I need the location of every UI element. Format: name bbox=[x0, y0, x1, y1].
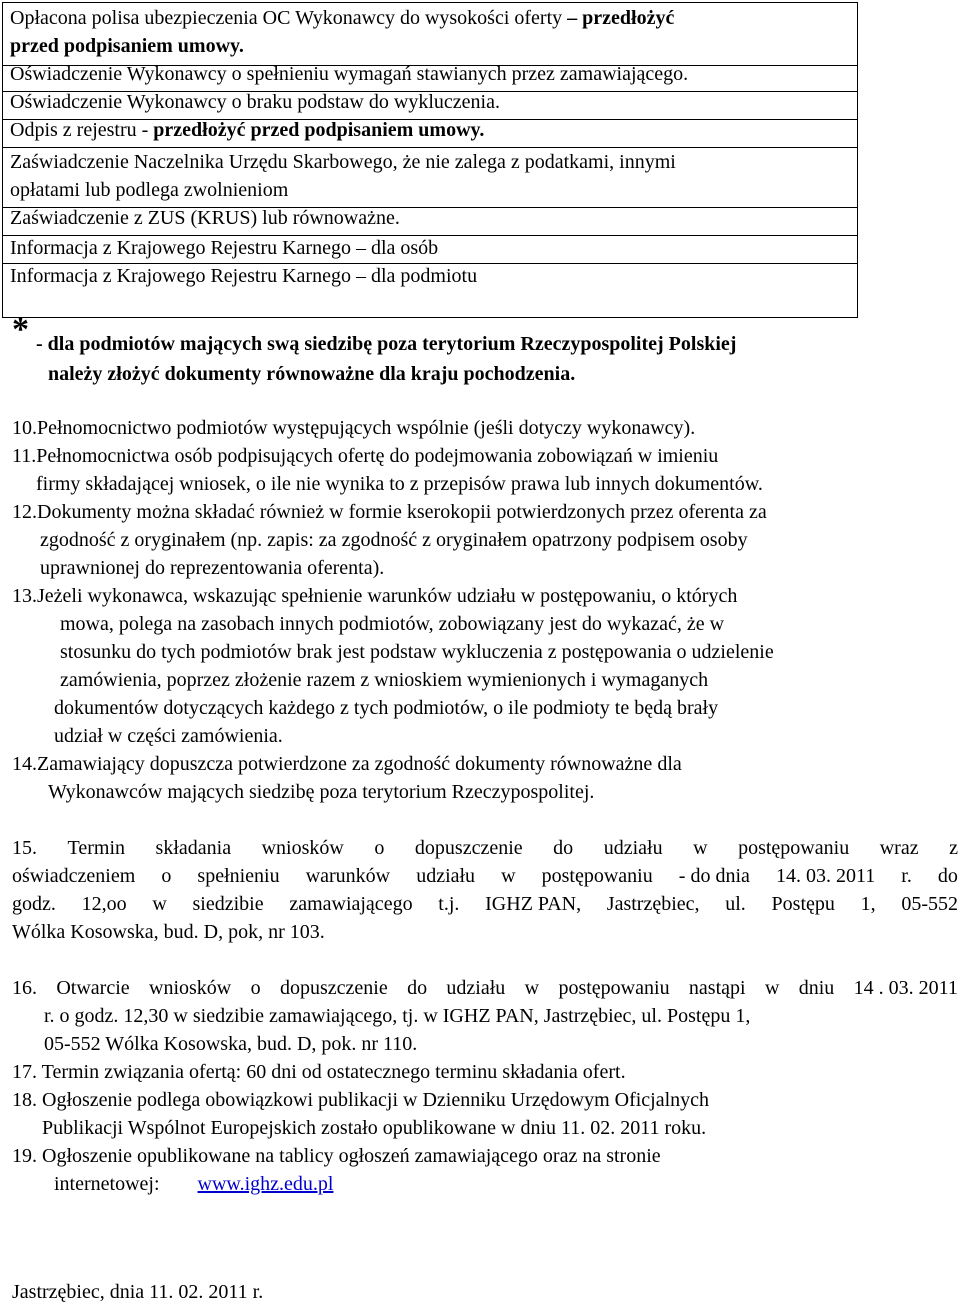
list-item-13-cont: zamówienia, poprzez złożenie razem z wnioskiem wymienionych i wymaganych bbox=[60, 669, 709, 691]
list-item-17: 17. Termin związania ofertą: 60 dni od ostatecznego terminu składania ofert. bbox=[12, 1061, 626, 1083]
list-item-13-cont: stosunku do tych podmiotów brak jest podstaw wykluczenia z postępowania o udzielenie bbox=[60, 641, 774, 663]
row-text: Odpis z rejestru - bbox=[10, 119, 154, 141]
word: 15. bbox=[12, 837, 37, 859]
table-row bbox=[10, 116, 484, 144]
word: udziału bbox=[603, 837, 663, 859]
list-item-16 bbox=[12, 974, 958, 1002]
word: - do dnia bbox=[678, 865, 750, 887]
word: Postępu bbox=[771, 893, 835, 915]
list-item-19-cont bbox=[54, 1170, 333, 1198]
word: udziału bbox=[446, 977, 506, 999]
word: udziału bbox=[416, 865, 476, 887]
word: ul. bbox=[725, 893, 746, 915]
word: Jastrzębiec, bbox=[606, 893, 700, 915]
word: do bbox=[937, 865, 958, 887]
word: zamawiającego bbox=[289, 893, 413, 915]
list-item-12: 12.Dokumenty można składać również w formie kserokopii potwierdzonych przez oferenta za bbox=[12, 501, 767, 523]
table-row: Oświadczenie Wykonawcy o spełnieniu wymagań stawianych przez zamawiającego. bbox=[10, 63, 689, 85]
list-item-11: 11.Pełnomocnictwa osób podpisujących ofertę do podejmowania zobowiązań w imieniu bbox=[12, 445, 719, 467]
list-item-19: 19. Ogłoszenie opublikowane na tablicy ogłoszeń zamawiającego oraz na stronie bbox=[12, 1145, 661, 1167]
list-item-11-cont: firmy składającej wniosek, o ile nie wynika to z przepisów prawa lub innych dokumentów. bbox=[36, 473, 763, 495]
footnote-line: należy złożyć dokumenty równoważne dla kraju pochodzenia. bbox=[48, 363, 576, 385]
table-row: Informacja z Krajowego Rejestru Karnego – dla podmiotu bbox=[10, 265, 478, 287]
list-item-10: 10.Pełnomocnictwo podmiotów występujących wspólnie (jeśli dotyczy wykonawcy). bbox=[12, 417, 696, 439]
list-item-12-cont: zgodność z oryginałem (np. zapis: za zgodność z oryginałem opatrzony podpisem osoby bbox=[40, 529, 748, 551]
list-item-18: 18. Ogłoszenie podlega obowiązkowi publikacji w Dzienniku Urzędowym Oficjalnych bbox=[12, 1089, 710, 1111]
word: IGHZ PAN, bbox=[485, 893, 582, 915]
word: 12,oo bbox=[81, 893, 127, 915]
list-item-14-cont: Wykonawców mających siedzibę poza terytorium Rzeczypospolitej. bbox=[48, 781, 595, 803]
word: w bbox=[764, 977, 780, 999]
word: postępowaniu bbox=[558, 977, 670, 999]
word: z bbox=[949, 837, 958, 859]
word: w bbox=[693, 837, 708, 859]
footnote-line: - dla podmiotów mających swą siedzibę poza terytorium Rzeczypospolitej Polskiej bbox=[36, 333, 737, 355]
list-item-16-cont: r. o godz. 12,30 w siedzibie zamawiającego, tj. w IGHZ PAN, Jastrzębiec, ul. Postępu 1, bbox=[44, 1005, 751, 1027]
table-row bbox=[10, 4, 674, 32]
table-row: Zaświadczenie Naczelnika Urzędu Skarbowego, że nie zalega z podatkami, innymi bbox=[10, 151, 676, 173]
word: 05-552 bbox=[901, 893, 958, 915]
word: wniosków bbox=[149, 977, 232, 999]
word: 16. bbox=[12, 977, 37, 999]
word: o bbox=[374, 837, 385, 859]
list-item-15 bbox=[12, 834, 958, 862]
word: do bbox=[407, 977, 428, 999]
word: t.j. bbox=[438, 893, 460, 915]
list-item-14: 14.Zamawiający dopuszcza potwierdzone za zgodność dokumenty równoważne dla bbox=[12, 753, 682, 775]
list-item-13-cont: udział w części zamówienia. bbox=[54, 725, 283, 747]
table-row: Informacja z Krajowego Rejestru Karnego – dla osób bbox=[10, 237, 439, 259]
word: w bbox=[501, 865, 516, 887]
word: dniu bbox=[798, 977, 835, 999]
row-emphasis: przed podpisaniem umowy. bbox=[10, 35, 244, 57]
list-item-13: 13.Jeżeli wykonawca, wskazując spełnienie warunków udziału w postępowaniu, o których bbox=[12, 585, 738, 607]
word: godz. bbox=[12, 893, 56, 915]
word: o bbox=[250, 977, 261, 999]
list-item-18-cont: Publikacji Wspólnot Europejskich zostało opublikowane w dniu 11. 02. 2011 roku. bbox=[42, 1117, 707, 1139]
word: składania bbox=[155, 837, 232, 859]
table-row: opłatami lub podlega zwolnieniom bbox=[10, 179, 289, 201]
word: postępowaniu bbox=[738, 837, 850, 859]
website-link[interactable]: www.ighz.edu.pl bbox=[197, 1173, 334, 1195]
table-row: Oświadczenie Wykonawcy o braku podstaw do wykluczenia. bbox=[10, 91, 500, 113]
word: spełnieniu bbox=[197, 865, 280, 887]
word: w bbox=[524, 977, 540, 999]
word: Otwarcie bbox=[56, 977, 130, 999]
word: nastąpi bbox=[688, 977, 746, 999]
website-label: internetowej: bbox=[54, 1173, 160, 1195]
word: postępowaniu bbox=[541, 865, 653, 887]
list-item-15-cont bbox=[12, 862, 958, 890]
row-emphasis: – przedłożyć bbox=[567, 7, 675, 29]
word: 14. 03. 2011 bbox=[775, 865, 876, 887]
list-item-13-cont: dokumentów dotyczących każdego z tych podmiotów, o ile podmioty te będą brały bbox=[54, 697, 719, 719]
row-emphasis: przedłożyć przed podpisaniem umowy. bbox=[153, 119, 485, 141]
table-row: Zaświadczenie z ZUS (KRUS) lub równoważne. bbox=[10, 207, 400, 229]
word: dopuszczenie bbox=[414, 837, 523, 859]
word: o bbox=[161, 865, 172, 887]
word: w bbox=[152, 893, 167, 915]
row-text: Opłacona polisa ubezpieczenia OC Wykonawcy do wysokości oferty bbox=[10, 7, 568, 29]
list-item-15-cont: Wólka Kosowska, bud. D, pok, nr 103. bbox=[12, 921, 325, 943]
word: wraz bbox=[879, 837, 919, 859]
footnote-asterisk: * bbox=[12, 311, 29, 348]
list-item-13-cont: mowa, polega na zasobach innych podmiotów, zobowiązany jest do wykazać, że w bbox=[60, 613, 725, 635]
word: oświadczeniem bbox=[12, 865, 136, 887]
word: dopuszczenie bbox=[279, 977, 388, 999]
word: 1, bbox=[860, 893, 876, 915]
word: do bbox=[553, 837, 574, 859]
list-item-16-cont: 05-552 Wólka Kosowska, bud. D, pok. nr 110. bbox=[44, 1033, 418, 1055]
word: 14 . 03. 2011 bbox=[853, 977, 958, 999]
word: warunków bbox=[305, 865, 391, 887]
list-item-12-cont: uprawnionej do reprezentowania oferenta). bbox=[40, 557, 385, 579]
word: wniosków bbox=[261, 837, 344, 859]
word: siedzibie bbox=[192, 893, 264, 915]
word: Termin bbox=[67, 837, 126, 859]
list-item-15-cont bbox=[12, 890, 958, 918]
place-date: Jastrzębiec, dnia 11. 02. 2011 r. bbox=[12, 1281, 264, 1303]
word: r. bbox=[901, 865, 912, 887]
